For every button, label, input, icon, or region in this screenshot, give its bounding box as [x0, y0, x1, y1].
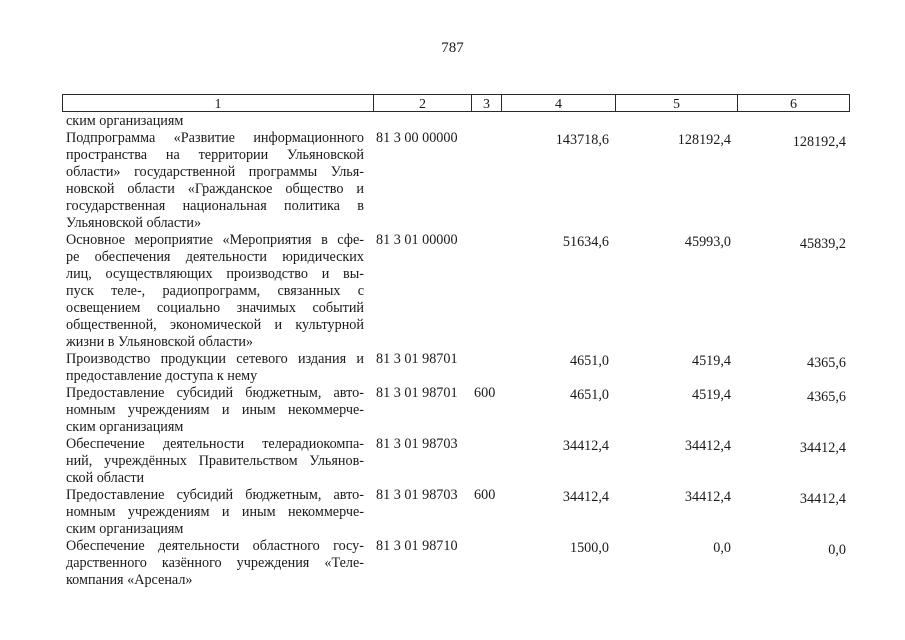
row-expense-type: 600 [474, 487, 496, 503]
row-value-col4: 51634,6 [562, 234, 609, 250]
row-value-col6: 4365,6 [806, 389, 846, 405]
description-line: новской области «Гражданское общество и [66, 181, 364, 197]
header-col-2: 2 [373, 95, 471, 111]
table-row [0, 130, 905, 232]
header-col-6: 6 [737, 95, 849, 111]
description-line: пространства на территории Ульяновской [66, 147, 364, 163]
row-description [66, 436, 364, 487]
description-line: общественной, экономической и культурной [66, 317, 364, 333]
table-row [0, 385, 905, 436]
description-line: номным учреждениям и иным некоммерче- [66, 504, 364, 520]
description-line: ским организациям [66, 521, 184, 537]
description-line: ским организациям [66, 419, 184, 435]
header-col-5: 5 [615, 95, 737, 111]
row-value-col4: 4651,0 [569, 353, 609, 369]
row-value-col5: 45993,0 [684, 234, 731, 250]
row-value-col4: 4651,0 [569, 387, 609, 403]
table-row [0, 351, 905, 385]
description-line: Предоставление субсидий бюджетным, авто- [66, 487, 364, 503]
row-value-col5: 0,0 [713, 540, 731, 556]
description-line: ским организациям [66, 113, 184, 129]
description-line: ской области [66, 470, 145, 486]
row-code: 81 3 01 98701 [376, 351, 458, 367]
row-value-col4: 34412,4 [562, 438, 609, 454]
row-description [66, 232, 364, 351]
row-value-col5: 128192,4 [677, 132, 731, 148]
header-col-1: 1 [214, 97, 222, 112]
row-value-col5: 4519,4 [691, 387, 731, 403]
table-row [0, 436, 905, 487]
row-value-col5: 4519,4 [691, 353, 731, 369]
page-number: 787 [441, 40, 464, 56]
row-value-col6: 128192,4 [792, 134, 846, 150]
row-description [66, 538, 364, 589]
row-code: 81 3 01 00000 [376, 232, 458, 248]
description-line: жизни в Ульяновской области» [66, 334, 254, 350]
row-description [66, 351, 364, 385]
row-value-col6: 4365,6 [806, 355, 846, 371]
row-expense-type: 600 [474, 385, 496, 401]
table-body [0, 113, 905, 589]
row-description [66, 487, 364, 538]
description-line: Обеспечение деятельности областного госу- [66, 538, 364, 554]
description-line: лиц, осуществляющих производство и вы- [66, 266, 364, 282]
description-line: номным учреждениям и иным некоммерче- [66, 402, 364, 418]
description-line: Основное мероприятие «Мероприятия в сфе- [66, 232, 364, 248]
description-line: Производство продукции сетевого издания и [66, 351, 364, 367]
description-line: государственная национальная политика в [66, 198, 364, 214]
table-row [0, 113, 905, 130]
row-code: 81 3 01 98703 [376, 436, 458, 452]
row-description [66, 113, 364, 130]
header-col-3: 3 [471, 95, 501, 111]
row-description [66, 385, 364, 436]
description-line: компания «Арсенал» [66, 572, 193, 588]
description-line: области» государственной программы Улья- [66, 164, 364, 180]
row-value-col4: 34412,4 [562, 489, 609, 505]
table-row [0, 232, 905, 351]
row-code: 81 3 01 98701 [376, 385, 458, 401]
row-value-col4: 1500,0 [569, 540, 609, 556]
row-value-col4: 143718,6 [555, 132, 609, 148]
row-value-col5: 34412,4 [684, 489, 731, 505]
description-line: ре обеспечения деятельности юридических [66, 249, 364, 265]
description-line: дарственного казённого учреждения «Теле- [66, 555, 364, 571]
row-code: 81 3 00 00000 [376, 130, 458, 146]
description-line: Обеспечение деятельности телерадиокомпа- [66, 436, 364, 452]
description-line: предоставление доступа к нему [66, 368, 258, 384]
table-row [0, 487, 905, 538]
description-line: Ульяновской области» [66, 215, 202, 231]
row-value-col6: 45839,2 [799, 236, 846, 252]
table-header-row [62, 94, 850, 112]
header-col-4: 4 [501, 95, 615, 111]
row-code: 81 3 01 98710 [376, 538, 458, 554]
row-description [66, 130, 364, 232]
description-line: пуск теле-, радиопрограмм, связанных с [66, 283, 364, 299]
description-line: Предоставление субсидий бюджетным, авто- [66, 385, 364, 401]
row-value-col5: 34412,4 [684, 438, 731, 454]
description-line: освещением социально значимых событий [66, 300, 364, 316]
row-value-col6: 0,0 [828, 542, 846, 558]
table-row [0, 538, 905, 589]
description-line: Подпрограмма «Развитие информационного [66, 130, 364, 146]
description-line: ний, учреждённых Правительством Ульянов- [66, 453, 364, 469]
row-code: 81 3 01 98703 [376, 487, 458, 503]
row-value-col6: 34412,4 [799, 440, 846, 456]
row-value-col6: 34412,4 [799, 491, 846, 507]
